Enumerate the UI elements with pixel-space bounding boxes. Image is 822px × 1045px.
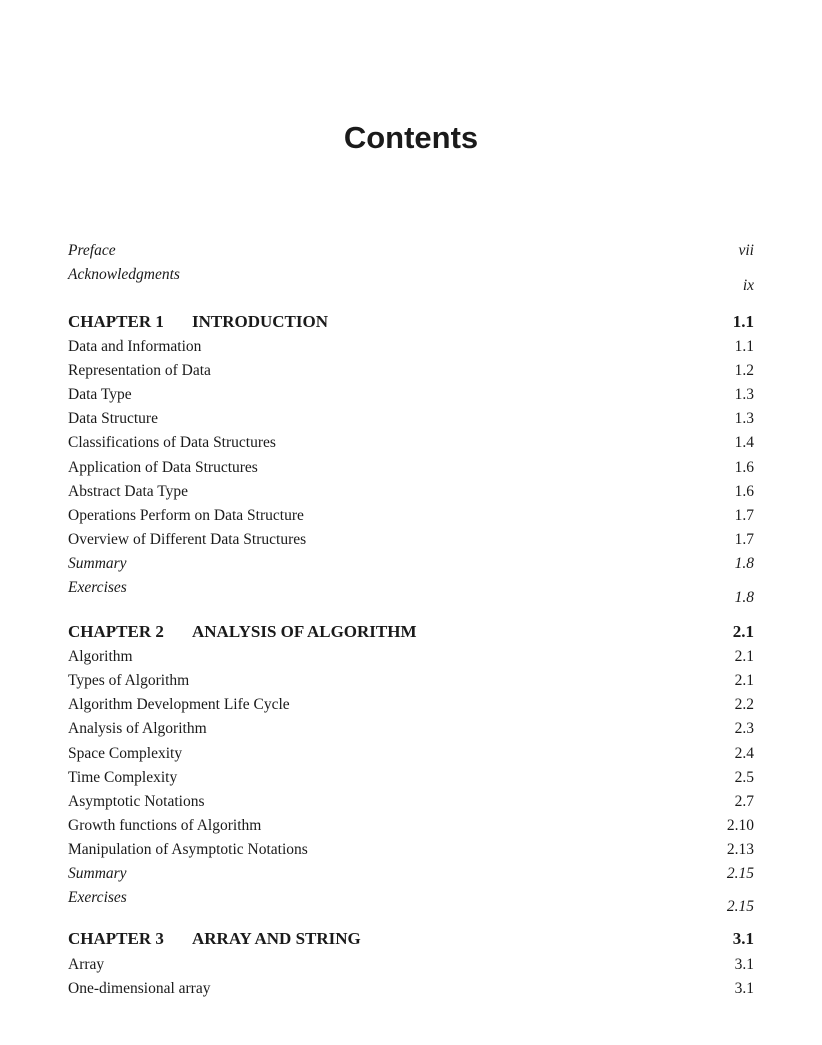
entry-title: Asymptotic Notations [68,793,205,810]
toc-entry [68,383,754,407]
entry-page: 1.4 [734,434,754,451]
entry-page: 1.7 [734,531,754,548]
chapter-page: 3.1 [732,929,754,948]
toc-entry [68,480,754,504]
entry-title: Data Structure [68,410,158,427]
entry-title: Summary [68,865,127,882]
entry-page: 1.8 [734,589,754,606]
entry-page: 2.15 [726,865,754,882]
entry-page: 2.2 [734,696,754,713]
toc-entry [68,953,754,977]
chapter-number: CHAPTER 2 [68,622,164,641]
toc-entry [68,693,754,717]
toc-entry [68,838,754,862]
entry-page: 2.1 [734,648,754,665]
toc-entry-acknowledgments [68,263,754,294]
entry-title: Exercises [68,889,127,906]
entry-page: 2.15 [726,898,754,915]
entry-title: Data and Information [68,338,202,355]
entry-title: One-dimensional array [68,980,211,997]
entry-title: Operations Perform on Data Structure [68,507,304,524]
entry-title: Representation of Data [68,362,211,379]
chapter-page: 1.1 [732,312,754,331]
entry-title: Preface [68,242,116,259]
entry-page: 3.1 [734,956,754,973]
entry-page: 2.5 [734,769,754,786]
chapter-title: INTRODUCTION [192,312,329,331]
entry-page: 2.1 [734,672,754,689]
entry-page: 2.7 [734,793,754,810]
entry-title: Space Complexity [68,745,183,762]
toc-entry [68,504,754,528]
toc-entry [68,335,754,359]
entry-title: Summary [68,555,127,572]
toc-entry-summary [68,552,754,576]
chapter-title: ARRAY AND STRING [192,929,361,948]
toc-entry [68,456,754,480]
entry-page: 2.10 [726,817,754,834]
toc-entry [68,742,754,766]
toc-entry [68,528,754,552]
page-title: Contents [343,120,479,155]
toc-entry-summary [68,862,754,886]
chapter-page: 2.1 [732,622,754,641]
chapter-number: CHAPTER 1 [68,312,164,331]
entry-title: Exercises [68,579,127,596]
toc-entry [68,645,754,669]
entry-page: 1.1 [734,338,754,355]
chapter-heading-1 [68,310,754,334]
chapter-heading-3 [68,927,754,951]
entry-title: Time Complexity [68,769,178,786]
entry-page: 1.7 [734,507,754,524]
entry-title: Data Type [68,386,132,403]
toc-entry [68,717,754,741]
entry-title: Manipulation of Asymptotic Notations [68,841,308,858]
entry-page: 1.2 [734,362,754,379]
entry-page: 1.3 [734,410,754,427]
toc-entry [68,669,754,693]
entry-title: Growth functions of Algorithm [68,817,262,834]
entry-title: Analysis of Algorithm [68,720,207,737]
entry-page: 1.3 [734,386,754,403]
entry-page: ix [742,277,754,294]
entry-title: Abstract Data Type [68,483,189,500]
toc-entry [68,431,754,455]
toc-entry [68,790,754,814]
toc-entry [68,359,754,383]
chapter-title: ANALYSIS OF ALGORITHM [192,622,417,641]
entry-page: 2.13 [726,841,754,858]
entry-title: Array [68,956,105,973]
entry-title: Algorithm [68,648,133,665]
chapter-number: CHAPTER 3 [68,929,164,948]
entry-page: vii [738,242,754,259]
entry-page: 1.8 [734,555,754,572]
toc-entry-exercises [68,576,754,606]
entry-page: 2.3 [734,720,754,737]
entry-title: Classifications of Data Structures [68,434,276,451]
toc-entry-exercises [68,886,754,915]
entry-title: Algorithm Development Life Cycle [68,696,290,713]
toc-entry [68,977,754,1001]
entry-page: 3.1 [734,980,754,997]
toc-entry [68,766,754,790]
entry-page: 1.6 [734,483,754,500]
toc-entry-preface [68,239,754,263]
entry-page: 1.6 [734,459,754,476]
entry-title: Overview of Different Data Structures [68,531,307,548]
chapter-heading-2 [68,620,754,644]
entry-page: 2.4 [734,745,754,762]
entry-title: Acknowledgments [68,266,180,283]
toc-entry [68,814,754,838]
entry-title: Application of Data Structures [68,459,258,476]
toc-entry [68,407,754,431]
entry-title: Types of Algorithm [68,672,190,689]
